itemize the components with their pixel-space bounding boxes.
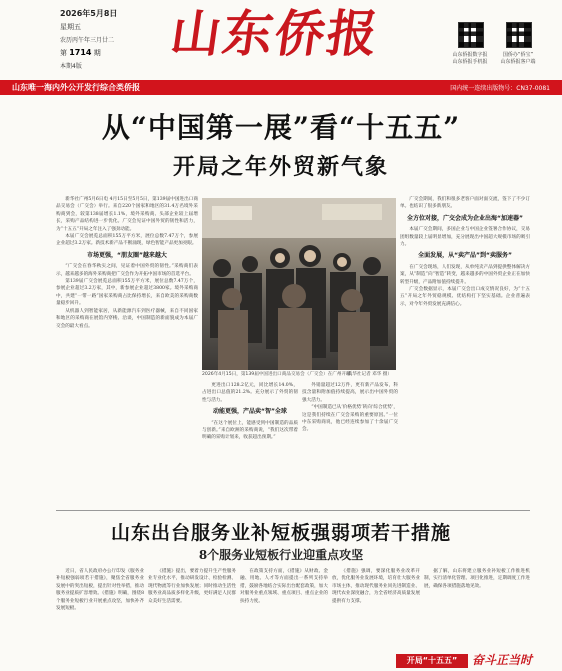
section-subhead: 市场更强，“朋友圈”越来越大	[87, 251, 167, 259]
paragraph: 第139届广交会展览总面积155万平方米，展位总数7.47万个，参展企业超过3.2万家，其中，新参展企业超过3800家。境外采购商中，共建“一带一路”国家采购商占比保持增长，来自欧美的采购商数量稳步回升。	[56, 279, 198, 307]
section-subhead: 全面发展，从“卖产品”到“卖服务”	[418, 252, 512, 260]
paragraph: 更进出口128.2亿元，同比增长14.0%，占进出口总值的21.2%。充分展示了外贸的韧性与活力。	[202, 383, 298, 403]
paragraph: 近日，省人民政府办公厅印发《服务业补短板强弱项若干措施》，聚焦全省服务业发展中的突出短板，提出针对性举措，推动服务业提质扩容增效。《措施》明确，围绕8个服务业短板行业开展重点攻坚，加快补齐发展短板。	[56, 569, 144, 612]
paragraph: 本届广交会期间，多国企业与中国企业签署合作协议，交易团组数量较上届明显增加，充分展现出中国超大规模市场的吸引力。	[400, 227, 530, 248]
qr-code-icon[interactable]	[506, 22, 532, 48]
article-column	[148, 568, 236, 666]
paragraph: 外销量超过12万件，更有新产品发布，科技含量和附加值持续提高，展示出中国外贸的强大活力。	[302, 383, 398, 403]
paragraph: 《措施》提出，要着力提升生产性服务业专业化水平，推动研发设计、检验检测、现代物流等行业加快发展；同时推动生活性服务业高品质多样化升级，更好满足人民群众美好生活需要。	[148, 569, 236, 604]
paragraph: 据了解，山东将建立服务业补短板工作推进机制，实行清单化管理、项目化推进，定期调度工作进展，确保各项措施落地见效。	[424, 569, 530, 589]
paragraph: 广交会数据显示，本届广交会出口成交情况良好，为“十五五”开局之年外贸稳规模、优结构打下坚实基础。企业普遍表示，对今年外贸发展充满信心。	[400, 287, 530, 307]
photo-caption	[202, 372, 396, 378]
section-divider	[56, 510, 530, 511]
section-subhead: 动能更强，产品卖“智”全球	[213, 408, 287, 416]
article-column	[424, 568, 530, 648]
article-column	[302, 382, 398, 506]
masthead	[0, 0, 562, 78]
paragraph: 从机器人到智能家居，从新能源汽车到医疗器械，来自不同国家和地区的采购商在展馆内穿梭、洽谈，中国制造的新面貌成为本届广交会的最大看点。	[56, 308, 198, 329]
crowd-photo-illustration	[202, 198, 396, 370]
date-block	[60, 8, 140, 70]
issue-number	[60, 48, 140, 58]
banner-slogan: 奋斗正当时	[472, 653, 533, 667]
paragraph: “广交会在春华秋实之间，见证着中国外贸的韧性。”采购商们表示，越来越多的海外采购商把广交会作为开拓中国市场的首选平台。	[56, 264, 198, 277]
second-headline[interactable]: 山东出台服务业补短板强弱项若干措施	[110, 522, 451, 544]
issue-suffix: 期	[93, 49, 101, 57]
lead-headline[interactable]: 从“中国第一展”看“十五五”	[101, 111, 461, 144]
slogan-text: 山东唯一海内外公开发行综合类侨报	[12, 83, 140, 92]
page-count: 本期4版	[60, 63, 82, 70]
issue-value: 1714	[69, 48, 92, 57]
caption-text: 2026年4月15日，第139届中国进出口商品交易会（广交会）在广州开幕。	[202, 372, 356, 377]
news-photo[interactable]	[202, 198, 396, 370]
qr-code-icon[interactable]	[458, 22, 484, 48]
issue-prefix: 第	[60, 49, 67, 57]
qr-label: 国侨办“侨宝” 山东侨报客户端	[500, 52, 536, 65]
qr-label: 山东侨报数字报 山东侨报手机报	[452, 52, 488, 65]
section-subhead: 全方位对接，广交会成为企业出海“加速器”	[407, 214, 523, 222]
photo-credit: （新华社记者 邓华 摄）	[343, 372, 392, 377]
paragraph: “中国制造已从‘价格优势’转向‘综合优势’，这是我们持续在广交会采购的重要原因。”一位中东采购商说，他已经连续参加了十余届广交会。	[302, 405, 398, 433]
paragraph: 在政策支持方面，《措施》从财政、金融、用地、人才等方面提出一系列支持举措，鼓励各地结合实际出台配套政策，加大对服务业重点领域、重点项目、重点企业的扶持力度。	[240, 569, 328, 604]
campaign-banner[interactable]	[396, 650, 562, 671]
newspaper-logo: 山东侨报	[166, 4, 384, 63]
paragraph: “在这个展位上，能感受到中国制造的品质与创新。”来自欧洲的采购商说，“我们这次带着明确的采购计划来，收获超出预期。”	[202, 420, 298, 441]
paragraph: 新华社广州5月6日电 4月15日至5月5日，第139届中国进出口商品交易会（广交会）举行。来自220个国家和地区的31.4万名境外采购商到会，较第138届增长1.1%，境外采购商、头部企业较上届增长，采购产品结构进一步优化。广交会见证中国外贸的韧性和活力，为“十五五”开局之年注入了强劲动能。	[56, 197, 198, 232]
article-column	[202, 382, 298, 506]
second-subheadline[interactable]: 8个服务业短板行业迎重点攻坚	[198, 548, 364, 562]
article-column	[240, 568, 328, 666]
slogan-bar	[0, 80, 562, 95]
serial-number: 国内统一连续出版物号：CN37-0081	[450, 85, 550, 92]
article-column	[400, 196, 530, 506]
banner-label: 开局“十五五”	[396, 654, 468, 668]
paragraph: 本届广交会展览总面积155万平方米，展位总数7.47万个，参展企业超过3.2万家。新技术新产品不断涌现，绿色智能产品更加亮眼。	[56, 234, 198, 247]
article-column	[56, 568, 144, 666]
article-column	[56, 196, 198, 506]
lead-subheadline[interactable]: 开局之年外贸新气象	[172, 154, 389, 180]
weekday: 星期五	[60, 23, 81, 31]
paragraph: 在广交会现场，人们发现，从单纯卖产品到提供整体解决方案，从“制造”向“智造”转变，越来越多的中国外贸企业正在加快转型升级，产品附加值持续提升。	[400, 264, 530, 285]
publication-date: 2026年5月8日	[60, 9, 118, 18]
paragraph: 广交会期间，我们和很多老客户面对面交流，签下了不少订单。也结识了很多新朋友。	[400, 197, 530, 210]
paragraph: 《措施》强调，要深化服务业改革开放，优化服务业发展环境，培育壮大服务业市场主体，推动现代服务业同先进制造业、现代农业深度融合，为全省经济高质量发展提供有力支撑。	[332, 569, 420, 604]
lunar-date: 农历丙午年三月廿二	[60, 37, 115, 44]
